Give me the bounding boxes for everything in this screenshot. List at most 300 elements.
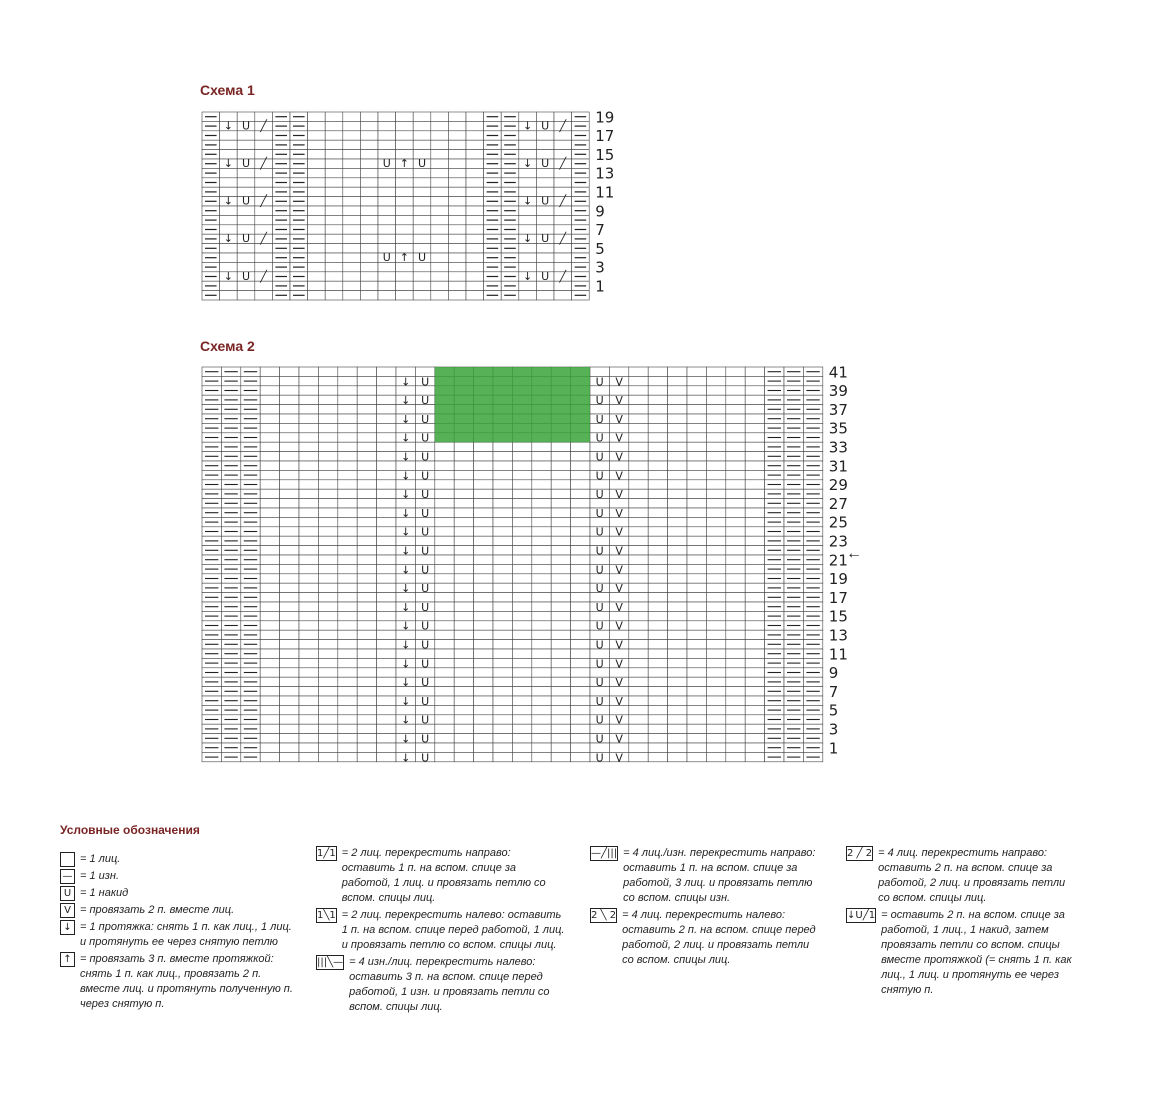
scheme1-cell: [466, 168, 484, 177]
scheme1-cell: [360, 140, 378, 149]
stitch-symbol: U: [595, 694, 604, 708]
scheme2-cell: [260, 536, 279, 545]
scheme2-cell: [493, 499, 512, 508]
scheme2-cell: [454, 611, 473, 620]
scheme1-cell: [519, 291, 537, 300]
scheme1-cell: [308, 253, 326, 262]
scheme2-cell: [745, 668, 764, 677]
scheme2-cell: [318, 423, 337, 432]
scheme2-cell: [668, 376, 687, 385]
scheme2-cell: [648, 546, 667, 555]
scheme2-cell: [338, 705, 357, 714]
scheme2-cell: [726, 386, 745, 395]
scheme2-cell: [551, 658, 570, 667]
legend-text: = 2 лиц. перекрестить направо: оставить 1 п. на вспом. спице за работой, 1 лиц. и провязать петлю со вспом. спицы лиц.: [341, 847, 546, 904]
scheme2-cell: [629, 583, 648, 592]
scheme1-cell: [343, 262, 361, 271]
scheme2-cell: [318, 649, 337, 658]
legend-item: [316, 846, 566, 906]
scheme2-cell: [377, 715, 396, 724]
scheme2-cell: [493, 583, 512, 592]
scheme1-cell: [308, 121, 326, 130]
scheme1-cell: [448, 225, 466, 234]
scheme2-cell: [551, 715, 570, 724]
scheme2-cell: [260, 442, 279, 451]
scheme2-cell: [493, 564, 512, 573]
scheme2-cell: [512, 743, 531, 752]
scheme2-cell: [706, 423, 725, 432]
stitch-symbol: V: [615, 469, 623, 483]
scheme2-cell: [706, 705, 725, 714]
scheme2-cell: [435, 621, 454, 630]
scheme2-cell: [338, 433, 357, 442]
scheme1-cell: [413, 197, 431, 206]
scheme2-cell: [648, 696, 667, 705]
scheme1-cell: [325, 131, 343, 140]
scheme2-cell: [687, 649, 706, 658]
scheme1-cell: [413, 234, 431, 243]
legend-symbol-icon: V: [60, 903, 75, 918]
scheme1-cell: [360, 244, 378, 253]
scheme2-cell: [454, 621, 473, 630]
stitch-symbol: V: [615, 525, 623, 539]
scheme2-cell: [706, 574, 725, 583]
scheme2-cell: [377, 734, 396, 743]
scheme2-cell: [357, 367, 376, 376]
scheme2-cell: [377, 705, 396, 714]
scheme2-row-number: 35: [828, 419, 848, 438]
scheme2-cell: [687, 536, 706, 545]
scheme2-cell: [745, 658, 764, 667]
scheme2-cell: [260, 630, 279, 639]
legend-symbol-icon: 1╲1: [317, 910, 336, 921]
scheme2-cell: [745, 602, 764, 611]
scheme2-cell: [706, 480, 725, 489]
scheme1-cell: [431, 272, 449, 281]
scheme2-cell: [474, 574, 493, 583]
scheme1-cell: [448, 234, 466, 243]
stitch-symbol: ↓: [223, 119, 234, 133]
scheme2-cell: [687, 386, 706, 395]
stitch-symbol: ╱: [559, 269, 567, 283]
legend-item: [316, 955, 566, 1015]
scheme2-cell: [377, 724, 396, 733]
scheme1-cell: [448, 140, 466, 149]
scheme1-cell: [360, 291, 378, 300]
scheme2-cell: [493, 611, 512, 620]
scheme1-cell: [378, 225, 396, 234]
scheme1-cell: [396, 281, 414, 290]
scheme2-cell: [571, 470, 590, 479]
scheme2-cell: [532, 602, 551, 611]
legend-text: = провязать 3 п. вместе протяжкой: снять 1 п. как лиц., провязать 2 п. вместе лиц. и протянуть полученную п. через снятую п.: [80, 953, 293, 1010]
scheme2-cell: [474, 536, 493, 545]
scheme2-row-number: 9: [828, 664, 839, 683]
scheme2-cell: [706, 611, 725, 620]
stitch-symbol: ↓: [401, 619, 411, 633]
scheme2-cell: [551, 508, 570, 517]
scheme2-cell: [338, 621, 357, 630]
scheme2-cell: [571, 687, 590, 696]
stitch-symbol: V: [615, 412, 623, 426]
scheme1-cell: [325, 244, 343, 253]
scheme1-cell: [360, 178, 378, 187]
scheme1-cell: [466, 225, 484, 234]
legend-text: = 1 изн.: [80, 870, 119, 882]
scheme2-cell: [474, 696, 493, 705]
scheme2-cell: [318, 367, 337, 376]
scheme2-cell: [745, 715, 764, 724]
scheme1-cell: [343, 206, 361, 215]
scheme2-cell: [706, 630, 725, 639]
scheme2-cell: [512, 470, 531, 479]
stitch-symbol: ╱: [260, 269, 267, 283]
scheme2-cell: [493, 593, 512, 602]
scheme2-cell: [629, 696, 648, 705]
scheme2-cell: [706, 677, 725, 686]
scheme1-cell: [466, 140, 484, 149]
scheme2-cell: [551, 480, 570, 489]
scheme2-cell: [687, 611, 706, 620]
scheme2-cell: [687, 677, 706, 686]
scheme2-cell: [299, 508, 318, 517]
scheme2-cell: [435, 743, 454, 752]
scheme2-cell: [338, 649, 357, 658]
scheme2-cell: [338, 593, 357, 602]
stitch-symbol: ↓: [401, 751, 411, 765]
scheme1-cell: [554, 140, 572, 149]
stitch-symbol: U: [595, 619, 604, 633]
scheme2-cell: [745, 630, 764, 639]
scheme2-cell: [435, 593, 454, 602]
scheme2-cell: [454, 602, 473, 611]
stitch-symbol: ╱: [260, 156, 267, 170]
scheme2-cell: [435, 687, 454, 696]
scheme2-cell: [668, 705, 687, 714]
scheme1-cell: [519, 178, 537, 187]
scheme2-cell: [377, 640, 396, 649]
scheme2-cell: [648, 461, 667, 470]
scheme2-cell: [726, 705, 745, 714]
scheme2-cell: [338, 555, 357, 564]
scheme1-cell: [308, 150, 326, 159]
stitch-symbol: ↓: [401, 732, 411, 746]
stitch-symbol: U: [595, 431, 604, 445]
scheme2-cell: [726, 724, 745, 733]
scheme2-cell: [745, 536, 764, 545]
legend-item: [590, 908, 820, 968]
scheme2-cell: [493, 546, 512, 555]
scheme2-cell: [726, 536, 745, 545]
scheme2-cell: [668, 517, 687, 526]
scheme2-cell: [687, 555, 706, 564]
scheme2-cell: [687, 442, 706, 451]
scheme2-cell: [706, 376, 725, 385]
scheme1-cell: [413, 281, 431, 290]
scheme2-cell: [280, 367, 299, 376]
scheme2-cell: [571, 658, 590, 667]
scheme1-cell: [536, 140, 554, 149]
stitch-symbol: ↓: [401, 375, 411, 389]
scheme2-cell: [493, 640, 512, 649]
scheme2-cell: [648, 621, 667, 630]
scheme2-cell: [726, 630, 745, 639]
scheme2-cell: [454, 649, 473, 658]
scheme2-row-number: 3: [828, 720, 839, 739]
scheme2-cell: [745, 423, 764, 432]
scheme2-cell: [532, 508, 551, 517]
scheme2-cell: [687, 527, 706, 536]
scheme2-row-number: 19: [828, 570, 848, 589]
scheme2-cell: [493, 658, 512, 667]
scheme2-cell: [474, 743, 493, 752]
stitch-symbol: U: [541, 269, 550, 283]
scheme2-cell: [474, 668, 493, 677]
scheme1-cell: [325, 178, 343, 187]
scheme2-cell: [648, 640, 667, 649]
scheme1-cell: [255, 291, 273, 300]
legend-column-2: [316, 846, 566, 1017]
scheme2-cell: [299, 546, 318, 555]
scheme1-cell: [413, 187, 431, 196]
scheme2-cell: [318, 433, 337, 442]
scheme2-cell: [474, 517, 493, 526]
scheme2-cell: [260, 640, 279, 649]
scheme2-cell: [377, 564, 396, 573]
stitch-symbol: U: [421, 694, 430, 708]
scheme2-cell: [571, 743, 590, 752]
scheme2-cell: [532, 574, 551, 583]
scheme1-cell: [325, 272, 343, 281]
scheme1-cell: [466, 121, 484, 130]
scheme2-cell: [706, 546, 725, 555]
scheme2-cell: [435, 658, 454, 667]
scheme2-cell: [357, 677, 376, 686]
stitch-symbol: V: [615, 732, 623, 746]
scheme1-cell: [448, 168, 466, 177]
stitch-symbol: U: [417, 156, 427, 170]
scheme2-cell: [629, 423, 648, 432]
scheme2-cell: [745, 555, 764, 564]
scheme1-row-number: 3: [595, 258, 605, 277]
scheme1-cell: [343, 159, 361, 168]
scheme2-cell: [280, 630, 299, 639]
stitch-symbol: ↓: [401, 694, 411, 708]
legend-title: Условные обозначения: [60, 823, 200, 837]
scheme2-cell: [726, 395, 745, 404]
scheme2-cell: [745, 405, 764, 414]
scheme2-row-number: 41: [828, 363, 848, 382]
scheme2-cell: [551, 668, 570, 677]
scheme2-cell: [512, 555, 531, 564]
scheme2-cell: [687, 696, 706, 705]
scheme2-cell: [299, 668, 318, 677]
scheme1-cell: [396, 225, 414, 234]
scheme2-cell: [493, 574, 512, 583]
scheme2-cell: [280, 508, 299, 517]
scheme2-cell: [357, 480, 376, 489]
scheme1-cell: [396, 187, 414, 196]
legend-symbol-icon: 1╱1: [317, 848, 336, 859]
stitch-symbol: U: [421, 469, 430, 483]
scheme2-cell: [629, 705, 648, 714]
scheme2-cell: [512, 724, 531, 733]
scheme2-cell: [726, 658, 745, 667]
scheme2-cell: [260, 724, 279, 733]
scheme2-cell: [493, 630, 512, 639]
scheme2-cell: [551, 621, 570, 630]
scheme2-cell: [377, 752, 396, 761]
stitch-symbol: U: [241, 232, 251, 246]
scheme2-cell: [745, 583, 764, 592]
stitch-symbol: U: [421, 450, 430, 464]
scheme2-cell: [745, 367, 764, 376]
scheme2-cell: [338, 696, 357, 705]
scheme2-cell: [299, 536, 318, 545]
scheme1-cell: [448, 206, 466, 215]
scheme1-cell: [448, 197, 466, 206]
stitch-symbol: U: [595, 563, 604, 577]
scheme2-cell: [668, 395, 687, 404]
scheme1-cell: [396, 131, 414, 140]
scheme2-cell: [260, 433, 279, 442]
scheme1-cell: [360, 187, 378, 196]
legend-symbol-icon: [60, 852, 75, 867]
scheme1-cell: [431, 215, 449, 224]
scheme1-cell: [255, 215, 273, 224]
scheme2-cell: [493, 461, 512, 470]
scheme2-cell: [648, 367, 667, 376]
scheme2-cell: [299, 442, 318, 451]
scheme2-cell: [668, 752, 687, 761]
scheme2-cell: [687, 405, 706, 414]
scheme2-cell: [532, 461, 551, 470]
scheme1-cell: [343, 187, 361, 196]
scheme2-cell: [318, 640, 337, 649]
scheme2-cell: [745, 489, 764, 498]
scheme2-cell: [338, 583, 357, 592]
stitch-symbol: ↓: [522, 269, 533, 283]
scheme1-cell: [413, 131, 431, 140]
scheme2-cell: [260, 452, 279, 461]
stitch-symbol: ↓: [223, 194, 234, 208]
scheme2-cell: [687, 452, 706, 461]
stitch-symbol: V: [615, 751, 623, 765]
scheme2-cell: [493, 743, 512, 752]
scheme2-cell: [648, 442, 667, 451]
stitch-symbol: ↑: [399, 250, 410, 264]
scheme2-cell: [629, 752, 648, 761]
scheme1-cell: [343, 197, 361, 206]
stitch-symbol: U: [595, 544, 604, 558]
scheme2-cell: [493, 668, 512, 677]
scheme2-cell: [629, 414, 648, 423]
scheme2-cell: [532, 452, 551, 461]
scheme2-cell: [377, 677, 396, 686]
scheme2-cell: [280, 602, 299, 611]
scheme2-cell: [668, 583, 687, 592]
stitch-symbol: ↓: [522, 156, 533, 170]
scheme2-cell: [745, 395, 764, 404]
scheme1-cell: [448, 159, 466, 168]
scheme2-cell: [377, 405, 396, 414]
scheme1-cell: [448, 291, 466, 300]
scheme2-cell: [338, 724, 357, 733]
scheme2-cell: [474, 499, 493, 508]
scheme2-cell: [280, 546, 299, 555]
scheme2-cell: [454, 687, 473, 696]
scheme1-cell: [308, 291, 326, 300]
scheme2-row-number: 23: [828, 532, 848, 551]
scheme1-cell: [220, 178, 238, 187]
scheme2-cell: [532, 564, 551, 573]
scheme2-cell: [260, 395, 279, 404]
scheme2-cell: [357, 405, 376, 414]
stitch-symbol: ↓: [401, 582, 411, 596]
scheme2-cell: [745, 564, 764, 573]
legend-symbol-icon: —: [60, 869, 75, 884]
scheme1-cell: [308, 215, 326, 224]
stitch-symbol: U: [595, 751, 604, 765]
stitch-symbol: U: [421, 544, 430, 558]
scheme2-cell: [726, 593, 745, 602]
scheme1-cell: [378, 131, 396, 140]
scheme2-cell: [629, 687, 648, 696]
scheme2-cell: [629, 611, 648, 620]
scheme1-cell: [431, 206, 449, 215]
scheme2-cell: [668, 461, 687, 470]
scheme1-cell: [431, 121, 449, 130]
scheme2-cell: [512, 696, 531, 705]
scheme2-cell: [668, 630, 687, 639]
scheme1-cell: [360, 253, 378, 262]
scheme2-cell: [299, 602, 318, 611]
scheme2-cell: [551, 649, 570, 658]
scheme2-cell: [532, 640, 551, 649]
scheme2-cell: [629, 630, 648, 639]
scheme1-cell: [448, 262, 466, 271]
scheme2-cell: [687, 499, 706, 508]
stitch-symbol: ↓: [401, 431, 411, 445]
scheme2-cell: [454, 461, 473, 470]
scheme2-row-number: 15: [828, 607, 848, 626]
scheme2-cell: [648, 705, 667, 714]
scheme1-cell: [343, 253, 361, 262]
scheme2-cell: [745, 470, 764, 479]
scheme1-cell: [396, 197, 414, 206]
scheme2-cell: [648, 414, 667, 423]
legend-column-4: [846, 846, 1076, 1000]
legend-symbol-icon: 2 ╱ 2: [847, 848, 873, 859]
scheme1-cell: [360, 234, 378, 243]
scheme2-cell: [668, 480, 687, 489]
scheme2-cell: [280, 423, 299, 432]
scheme2-cell: [571, 705, 590, 714]
scheme2-cell: [571, 583, 590, 592]
scheme2-cell: [512, 715, 531, 724]
scheme2-cell: [629, 536, 648, 545]
scheme2-cell: [745, 452, 764, 461]
scheme1-cell: [360, 150, 378, 159]
stitch-symbol: V: [615, 563, 623, 577]
scheme1-cell: [466, 291, 484, 300]
scheme2-cell: [280, 649, 299, 658]
scheme2-cell: [687, 508, 706, 517]
scheme2-cell: [745, 677, 764, 686]
scheme1-cell: [466, 187, 484, 196]
scheme2-cell: [299, 649, 318, 658]
legend-column-1: [60, 852, 300, 1014]
